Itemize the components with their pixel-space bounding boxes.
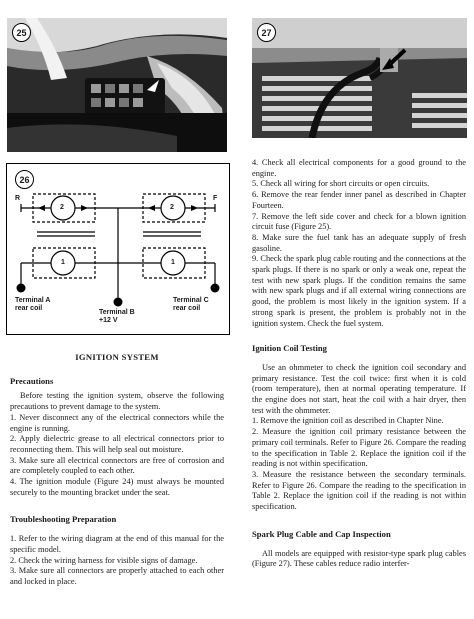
spark-plug-heading: Spark Plug Cable and Cap Inspection (252, 528, 391, 539)
terminal-b-label: Terminal B +12 V (99, 309, 135, 324)
coil-step-item: 2. Measure the ignition coil primary resistance between the primary coil terminals. Refer to Figure 26. Compare the reading to the specification in Table 2. Replace the ignition coil if the reading is not within specification. (252, 427, 466, 469)
step-item: 4. Check all electrical components for a good ground to the engine. (252, 158, 466, 178)
step-item: 7. Remove the left side cover and check for a blown ignition circuit fuse (Figure 25). (252, 211, 466, 232)
label-f: F (213, 195, 218, 202)
precautions-intro: Before testing the ignition system, observe the following precautions to prevent damage to the system. (10, 391, 224, 412)
coil-testing-heading: Ignition Coil Testing (252, 343, 327, 354)
coil-testing-intro: Use an ohmmeter to check the ignition coil secondary and primary resistance. Test the coil twice: first when it is cold (room temperature), then at normal operating temperature. If the engine does not start, heat the coil with a hair dryer, then test with the ohmmeter. (252, 362, 466, 415)
figure-26-wiring-diagram (6, 163, 230, 335)
terminal-c-label: Terminal C rear coil (173, 297, 209, 312)
figure-26-number: 26 (15, 170, 34, 189)
figure-27-number: 27 (257, 23, 276, 42)
step-item: 5. Check all wiring for short circuits or open circuits. (252, 179, 430, 189)
coil-step-item: 3. Measure the resistance between the secondary terminals. Refer to Figure 26. Compare the reading to the specification in Table 2. Replace the ignition coil if the reading is not within specification. (252, 469, 466, 512)
label-r: R (15, 195, 21, 202)
coil-step-item: 1. Remove the ignition coil as described in Chapter Nine. (252, 416, 444, 426)
troubleshooting-item: 3. Make sure all connectors are properly attached to each other and locked in place. (10, 566, 224, 586)
step-item: 8. Make sure the fuel tank has an adequate supply of fresh gasoline. (252, 232, 466, 253)
precaution-item: 1. Never disconnect any of the electrical connectors while the engine is running. (10, 412, 224, 433)
step-item: 6. Remove the rear fender inner panel as described in Chapter Fourteen. (252, 190, 466, 210)
figure-27-photo (252, 18, 467, 138)
right-column (252, 158, 466, 570)
coil-1-right-label: 1 (171, 259, 175, 266)
coil-2-right-label: 2 (170, 204, 174, 211)
figure-25-number: 25 (12, 23, 31, 42)
precaution-item: 3. Make sure all electrical connectors are free of corrosion and are completely coupled to each other. (10, 455, 224, 476)
coil-2-left-label: 2 (60, 204, 64, 211)
left-column (10, 352, 224, 588)
figure-25-photo (7, 18, 227, 152)
troubleshooting-item: 2. Check the wiring harness for visible signs of damage. (10, 555, 198, 565)
section-title: IGNITION SYSTEM (75, 352, 159, 362)
spark-plug-cable-photo (252, 18, 467, 138)
spark-plug-text: All models are equipped with resistor-type spark plug cables (Figure 27). These cables reduce radio interfer- (252, 548, 466, 569)
troubleshooting-heading: Troubleshooting Preparation (10, 514, 117, 525)
step-item: 9. Check the spark plug cable routing and the connections at the spark plugs. If there is no spark or only a weak one, repeat the test with new spark plugs. If the condition remains the same with new spark plugs and if all external wiring connections are good, the problem is most likely in the ignition system. If a strong spark is present, the problem is probably not in the ignition system. Check the fuel system. (252, 254, 466, 328)
coil-1-left-label: 1 (61, 259, 65, 266)
terminal-a-label: Terminal A rear coil (15, 297, 51, 312)
troubleshooting-item: 1. Refer to the wiring diagram at the end of this manual for the specific model. (10, 534, 224, 554)
precaution-item: 2. Apply dielectric grease to all electrical connectors prior to reconnecting them. This will help seal out moisture. (10, 434, 224, 454)
motorcycle-fuse-photo (7, 18, 227, 152)
precautions-heading: Precautions (10, 375, 54, 386)
precaution-item: 4. The ignition module (Figure 24) must always be mounted securely to the mounting bracket under the seat. (10, 477, 224, 497)
